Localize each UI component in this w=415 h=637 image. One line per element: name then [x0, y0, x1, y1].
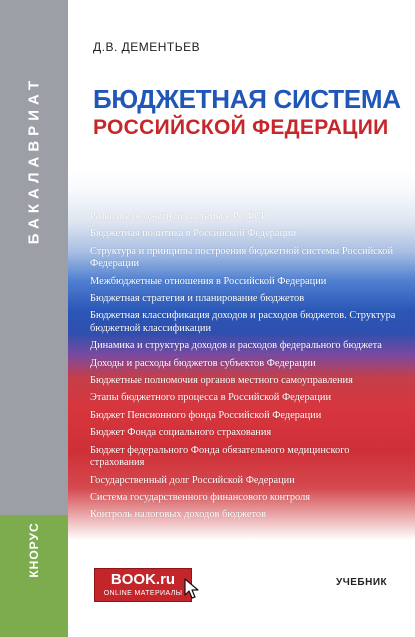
title-line-2: РОССИЙСКОЙ ФЕДЕРАЦИИ — [93, 115, 389, 139]
spine-label: БАКАЛАВРИАТ — [25, 75, 43, 245]
topic-item: Система государственного финансового контроля — [90, 491, 311, 503]
book-type-label: УЧЕБНИК — [336, 577, 388, 588]
topics-list — [90, 211, 400, 527]
topic-item: Развитие бюджетной системы в РСФСР — [90, 211, 267, 222]
topic-item: Бюджетная политика в Российской Федерации — [90, 228, 297, 240]
topic-item: Бюджетная классификация доходов и расходов бюджетов. Структура бюджетной классификации — [90, 310, 396, 334]
topic-item: Контроль налоговых доходов бюджетов — [90, 509, 267, 521]
book-title — [93, 86, 403, 138]
topic-item: Этапы бюджетного процесса в Российской Федерации — [90, 392, 332, 404]
topic-item: Бюджет Фонда социального страхования — [90, 427, 272, 439]
badge-main-text: BOOK.ru — [110, 571, 176, 588]
topic-item: Бюджет Пенсионного фонда Российской Федерации — [90, 409, 322, 421]
book-ru-badge[interactable] — [94, 568, 192, 602]
publisher-name: КНОРУС — [27, 522, 41, 578]
cursor-icon — [184, 578, 200, 600]
topic-item: Бюджет федерального Фонда обязательного медицинского страхования — [90, 444, 350, 469]
topic-item: Межбюджетные отношения в Российской Федерации — [90, 275, 327, 287]
topic-item: Государственный долг Российской Федерации — [90, 474, 295, 486]
topic-item: Структура и принципы построения бюджетной системы Российской Федерации — [90, 245, 394, 270]
topic-item: Бюджетная стратегия и планирование бюджетов — [90, 293, 305, 305]
title-line-1: БЮДЖЕТНАЯ СИСТЕМА — [93, 84, 401, 114]
topic-item: Динамика и структура доходов и расходов федерального бюджета — [90, 340, 382, 352]
topic-item: Бюджетные полномочия органов местного самоуправления — [90, 375, 353, 387]
badge-sub-text: ONLINE МАТЕРИАЛЫ — [103, 590, 183, 597]
topic-item: Доходы и расходы бюджетов субъектов Федерации — [90, 357, 316, 369]
author-name: Д.В. ДЕМЕНТЬЕВ — [93, 40, 201, 54]
